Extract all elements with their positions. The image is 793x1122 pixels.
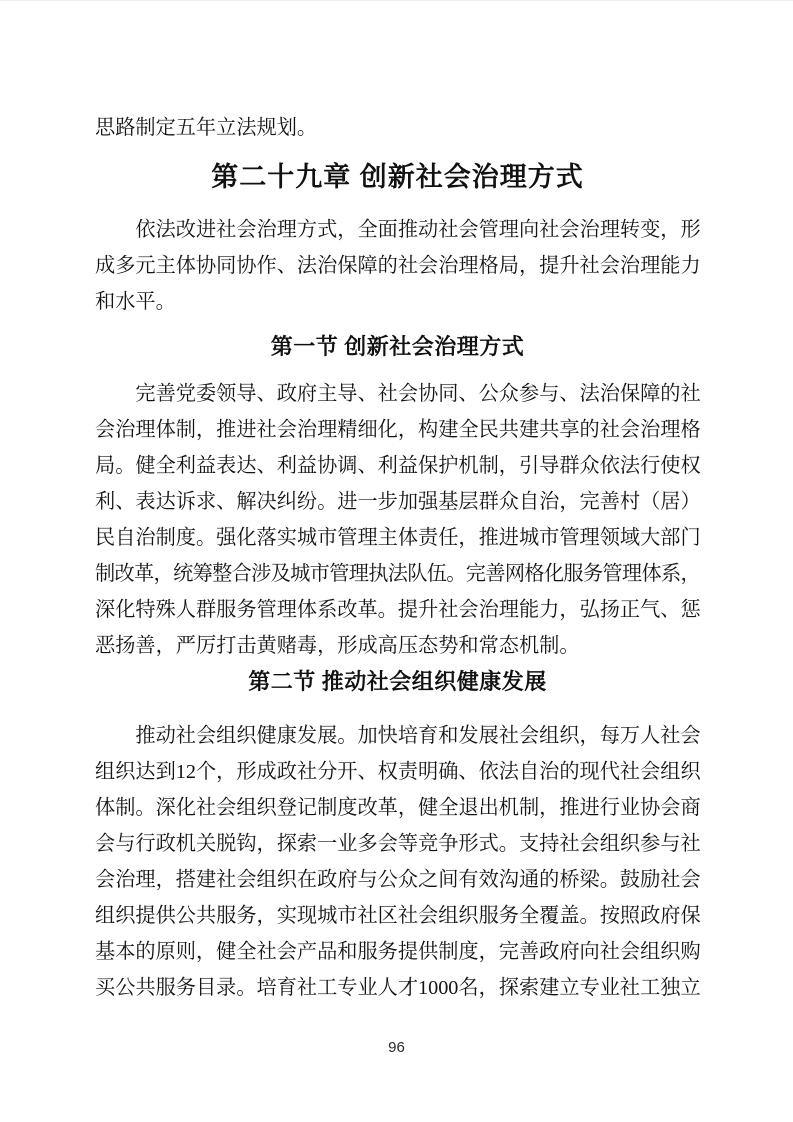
section-1-paragraph	[95, 376, 700, 664]
chapter-heading: 第二十九章 创新社会治理方式	[211, 162, 584, 192]
paragraph-line: 基本的原则，健全社会产品和服务提供制度，完善政府向社会组织购	[95, 941, 701, 963]
paragraph-line: 利、表达诉求、解决纠纷。进一步加强基层群众自治，完善村（居）	[95, 491, 701, 513]
paragraph-line: 思路制定五年立法规划。	[95, 117, 318, 139]
paragraph-line: 依法改进社会治理方式，全面推动社会管理向社会治理转变，形	[135, 219, 701, 241]
paragraph-line: 组织达到12个，形成政社分开、权责明确、依法自治的现代社会组织	[95, 761, 701, 783]
paragraph-line: 和水平。	[95, 291, 176, 313]
paragraph-line: 成多元主体协同协作、法治保障的社会治理格局，提升社会治理能力	[95, 255, 701, 277]
paragraph-line: 深化特殊人群服务管理体系改革。提升社会治理能力，弘扬正气、惩	[95, 599, 701, 621]
chapter-intro-paragraph	[95, 212, 700, 320]
page-number: 96	[388, 1039, 405, 1056]
paragraph-line: 组织提供公共服务，实现城市社区社会组织服务全覆盖。按照政府保	[95, 905, 701, 927]
paragraph-line: 完善党委领导、政府主导、社会协同、公众参与、法治保障的社	[135, 383, 701, 405]
paragraph-line: 局。健全利益表达、利益协调、利益保护机制，引导群众依法行使权	[95, 455, 701, 477]
paragraph-line: 民自治制度。强化落实城市管理主体责任，推进城市管理领域大部门	[95, 527, 701, 549]
paragraph-line: 会治理，搭建社会组织在政府与公众之间有效沟通的桥梁。鼓励社会	[95, 869, 701, 891]
section-heading-2: 第二节 推动社会组织健康发展	[248, 669, 547, 694]
section-heading-1: 第一节 创新社会治理方式	[270, 334, 525, 359]
paragraph-line: 推动社会组织健康发展。加快培育和发展社会组织，每万人社会	[135, 725, 701, 747]
paragraph-line: 恶扬善，严厉打击黄赌毒，形成高压态势和常态机制。	[95, 635, 580, 657]
paragraph-line: 会与行政机关脱钩，探索一业多会等竞争形式。支持社会组织参与社	[95, 833, 701, 855]
page-content	[95, 1, 700, 1006]
paragraph-line: 体制。深化社会组织登记制度改革，健全退出机制，推进行业协会商	[95, 797, 701, 819]
paragraph-line: 会治理体制，推进社会治理精细化，构建全民共建共享的社会治理格	[95, 419, 701, 441]
section-2-paragraph	[95, 718, 700, 1006]
paragraph-line: 买公共服务目录。培育社工专业人才1000名，探索建立专业社工独立	[95, 977, 701, 999]
carryover-paragraph	[95, 110, 700, 146]
paragraph-line: 制改革，统筹整合涉及城市管理执法队伍。完善网格化服务管理体系，	[95, 563, 700, 585]
